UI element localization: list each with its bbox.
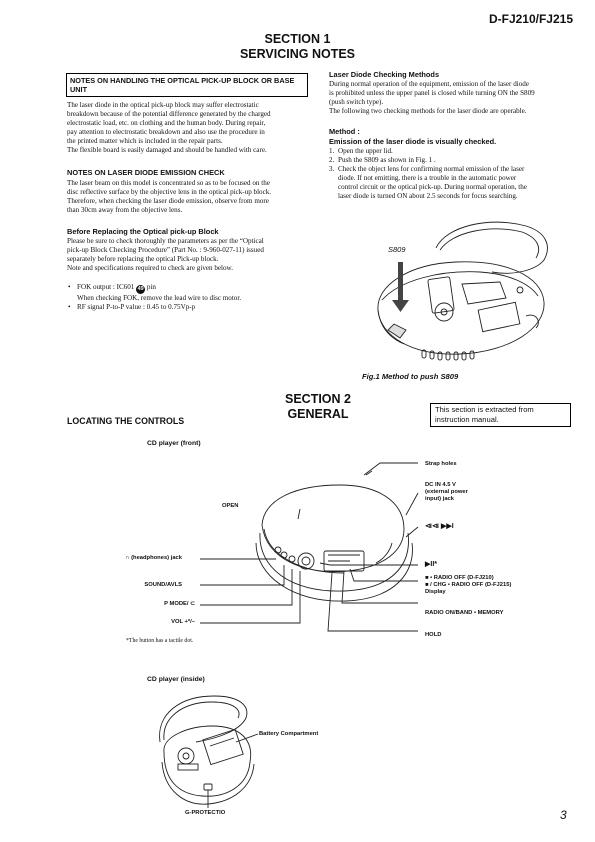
player-base bbox=[260, 533, 409, 591]
page-number: 3 bbox=[560, 808, 567, 822]
list-item bbox=[67, 283, 317, 303]
text-line: is prohibited unless the upper panel is closed while turning ON the S809 bbox=[329, 89, 535, 97]
display-label: Display bbox=[425, 589, 446, 595]
text-line: pay attention to electrostatic breakdown and also use the procedure in bbox=[67, 128, 265, 136]
model-number: D-FJ210/FJ215 bbox=[488, 12, 573, 26]
list-item: • RF signal P-to-P value : 0.45 to 0.75Vp-p bbox=[67, 303, 317, 312]
extract-note-box bbox=[430, 403, 571, 427]
fok-note: When checking FOK, remove the lead wire to disc motor. bbox=[77, 294, 242, 302]
step-item bbox=[329, 147, 581, 156]
text-line: disc reflective surface by the objective lens in the optical pick-up block. bbox=[67, 188, 272, 196]
inside-view-illustration bbox=[150, 690, 330, 820]
stop-line: ■ • RADIO OFF (D-FJ210) bbox=[425, 575, 494, 581]
battery-compartment bbox=[203, 729, 243, 764]
handling-paragraph bbox=[67, 101, 317, 155]
step-text: Push the S809 as shown in Fig. 1 . bbox=[338, 156, 436, 164]
step-item bbox=[329, 165, 581, 201]
tactile-dot-footnote: *The button has a tactile dot. bbox=[126, 638, 194, 644]
inside-view-title: CD player (inside) bbox=[147, 676, 205, 683]
step-number: 2. bbox=[329, 156, 335, 164]
emission-check-heading: NOTES ON LASER DIODE EMISSION CHECK bbox=[67, 168, 225, 177]
g-protection-switch bbox=[204, 784, 212, 790]
section1-title bbox=[0, 32, 595, 62]
step-text: control circuit or the optical pick-up. During normal operation, the bbox=[338, 183, 527, 191]
text-line: The laser beam on this model is concentrated so as to be focused on the bbox=[67, 179, 270, 187]
check-specs-list bbox=[67, 283, 317, 312]
pin-number-circle: 49 bbox=[137, 286, 144, 292]
step-text: laser diode is turned ON about 2.5 seconds for focus searching. bbox=[338, 192, 518, 200]
dc-in-line: DC IN 4.5 V bbox=[425, 482, 456, 488]
strap-holes-label: Strap holes bbox=[425, 461, 457, 467]
volume-label: VOL +*/– bbox=[171, 619, 195, 625]
text-line: The flexible board is easily damaged and should be handled with care. bbox=[67, 146, 267, 154]
section2-line2: GENERAL bbox=[287, 407, 349, 421]
text-line: During normal operation of the equipment, emission of the laser diode bbox=[329, 80, 529, 88]
section1-line2: SERVICING NOTES bbox=[239, 47, 356, 61]
pickup-block bbox=[428, 277, 455, 314]
method-heading: Method : bbox=[329, 127, 360, 136]
stop-line: ■ / CHG • RADIO OFF (D-FJ215) bbox=[425, 582, 512, 588]
play-button bbox=[298, 553, 314, 569]
sound-avls-label: SOUND/AVLS bbox=[144, 582, 182, 588]
text-line: Note and specifications required to check are given below. bbox=[67, 264, 233, 272]
g-protection-label: G-PROTECTIO bbox=[185, 810, 226, 816]
step-item bbox=[329, 156, 581, 165]
play-pause-label: ▶II* bbox=[425, 561, 437, 568]
laser-methods-paragraph bbox=[329, 80, 579, 116]
section2-title bbox=[253, 392, 383, 422]
s809-label: S809 bbox=[388, 245, 406, 254]
text-line: Therefore, when checking the laser diode emission, observe from more bbox=[67, 197, 269, 205]
extract-note-line: instruction manual. bbox=[435, 415, 499, 424]
fig1-illustration bbox=[360, 212, 560, 372]
pin-suffix: pin bbox=[145, 283, 156, 291]
inside-open-lid bbox=[160, 696, 247, 742]
text-line: (push switch type). bbox=[329, 98, 384, 106]
laser-methods-heading: Laser Diode Checking Methods bbox=[329, 70, 440, 79]
front-view-illustration bbox=[180, 455, 420, 645]
section2-line1: SECTION 2 bbox=[285, 392, 351, 406]
before-replacing-heading: Before Replacing the Optical pick-up Block bbox=[67, 227, 219, 236]
hold-label: HOLD bbox=[425, 632, 442, 638]
dc-in-line: (external power bbox=[425, 489, 468, 495]
fig1-caption: Fig.1 Method to push S809 bbox=[362, 372, 459, 381]
handling-notes-box: NOTES ON HANDLING THE OPTICAL PICK-UP BLOCK OR BASE UNIT bbox=[66, 73, 308, 97]
dc-in-label bbox=[425, 482, 468, 503]
front-view-title: CD player (front) bbox=[147, 440, 201, 447]
p-mode-label: P MODE/ ⊂ bbox=[164, 601, 195, 607]
step-number: 3. bbox=[329, 165, 335, 173]
step-text: Check the object lens for confirming normal emission of the laser bbox=[338, 165, 525, 173]
emission-check-paragraph bbox=[67, 179, 317, 215]
front-slots bbox=[422, 350, 474, 360]
push-arrow-icon bbox=[392, 262, 409, 312]
text-line: The following two checking methods for the laser diode are operable. bbox=[329, 107, 527, 115]
prev-next-label: ⧏⧏ ▶▶I bbox=[425, 523, 454, 530]
step-text: Open the upper lid. bbox=[338, 147, 393, 155]
text-line: electrostatic load, etc. on clothing and the human body. During repair, bbox=[67, 119, 266, 127]
open-label: OPEN bbox=[222, 503, 239, 509]
method-subheading: Emission of the laser diode is visually checked. bbox=[329, 137, 497, 146]
extract-note-line: This section is extracted from bbox=[435, 405, 534, 414]
headphones-jack-label: ∩ (headphones) jack bbox=[125, 555, 182, 561]
text-line: pick-up Block Checking Procedure” (Part No. : 9-960-027-11) issued bbox=[67, 246, 264, 254]
method-steps bbox=[329, 147, 581, 201]
text-line: than 30cm away from the objective lens. bbox=[67, 206, 183, 214]
step-text: diode. If not emitting, there is a trouble in the automatic power bbox=[338, 174, 517, 182]
battery-compartment-label: Battery Compartment bbox=[259, 731, 319, 737]
step-number: 1. bbox=[329, 147, 335, 155]
text-line: breakdown because of the potential difference generated by the charged bbox=[67, 110, 271, 118]
radio-band-label: RADIO ON/BAND • MEMORY bbox=[425, 610, 504, 616]
open-lid bbox=[436, 222, 547, 273]
text-line: The laser diode in the optical pick-up block may suffer electrostatic bbox=[67, 101, 259, 109]
stop-radio-off-label bbox=[425, 575, 511, 596]
before-replacing-paragraph bbox=[67, 237, 317, 273]
dc-in-line: input) jack bbox=[425, 496, 454, 502]
text-line: the printed matter which is included in the repair parts. bbox=[67, 137, 223, 145]
text-line: Please be sure to check thoroughly the parameters as per the “Optical bbox=[67, 237, 264, 245]
fok-output: FOK output : IC601 bbox=[77, 283, 137, 291]
locating-controls-heading: LOCATING THE CONTROLS bbox=[67, 416, 185, 426]
section1-line1: SECTION 1 bbox=[264, 32, 331, 46]
text-line: separately before replacing the optical Pick-up block. bbox=[67, 255, 219, 263]
